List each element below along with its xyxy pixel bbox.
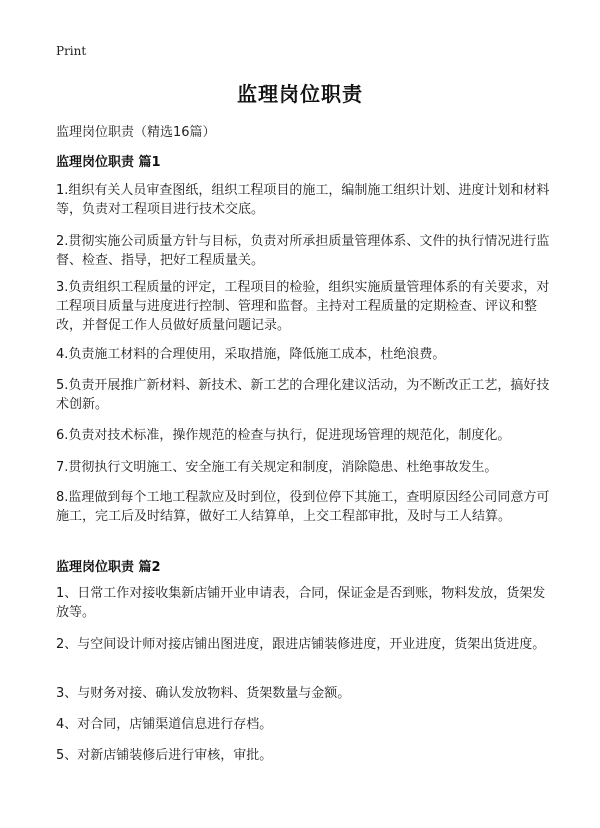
section-2-item-4: 4、对合同，店铺渠道信息进行存档。 <box>56 717 273 732</box>
section-1-item-2: 2.贯彻实施公司质量方针与目标，负责对所承担质量管理体系、文件的执行情况进行监督、检查、指导，把好工程质量关。 <box>56 234 550 268</box>
print-label: Print <box>56 44 87 58</box>
section-1-item-3: 3.负责组织工程质量的评定，工程项目的检验，组织实施质量管理体系的有关要求，对工程项目质量与进度进行控制、管理和监督。主持对工程质量的定期检查、评议和整改，并督促工作人员做好质量问题记录。 <box>56 280 550 333</box>
section-2-item-3: 3、与财务对接、确认发放物料、货架数量与金额。 <box>56 686 351 701</box>
section-2-item-5: 5、对新店铺装修后进行审核，审批。 <box>56 748 273 763</box>
section-heading-2: 监理岗位职责 篇2 <box>56 560 161 575</box>
section-1-item-1: 1.组织有关人员审查图纸，组织工程项目的施工，编制施工组织计划、进度计划和材料等，负责对工程项目进行技术交底。 <box>56 183 550 217</box>
section-2-item-1: 1、日常工作对接收集新店铺开业申请表，合同，保证金是否到账，物料发放，货架发放等。 <box>56 586 546 620</box>
section-1-item-6: 6.负责对技术标准，操作规范的检查与执行，促进现场管理的规范化，制度化。 <box>56 428 511 443</box>
section-1-item-5: 5.负责开展推广新材料、新技术、新工艺的合理化建议活动，为不断改正工艺，搞好技术创新。 <box>56 378 550 412</box>
section-1-item-7: 7.贯彻执行文明施工、安全施工有关规定和制度，消除隐患、杜绝事故发生。 <box>56 460 498 475</box>
section-heading-1: 监理岗位职责 篇1 <box>56 155 161 170</box>
document-subtitle: 监理岗位职责（精选16篇） <box>56 125 216 140</box>
section-1-item-4: 4.负责施工材料的合理使用，采取措施，降低施工成本，杜绝浪费。 <box>56 347 446 362</box>
page-title: 监理岗位职责 <box>237 82 363 106</box>
section-1-item-8: 8.监理做到每个工地工程款应及时到位，役到位停下其施工，查明原因经公司同意方可施工，完工后及时结算，做好工人结算单，上交工程部审批，及时与工人结算。 <box>56 490 550 524</box>
section-2-item-2: 2、与空间设计师对接店铺出图进度，跟进店铺装修进度，开业进度，货架出货进度。 <box>56 637 546 652</box>
